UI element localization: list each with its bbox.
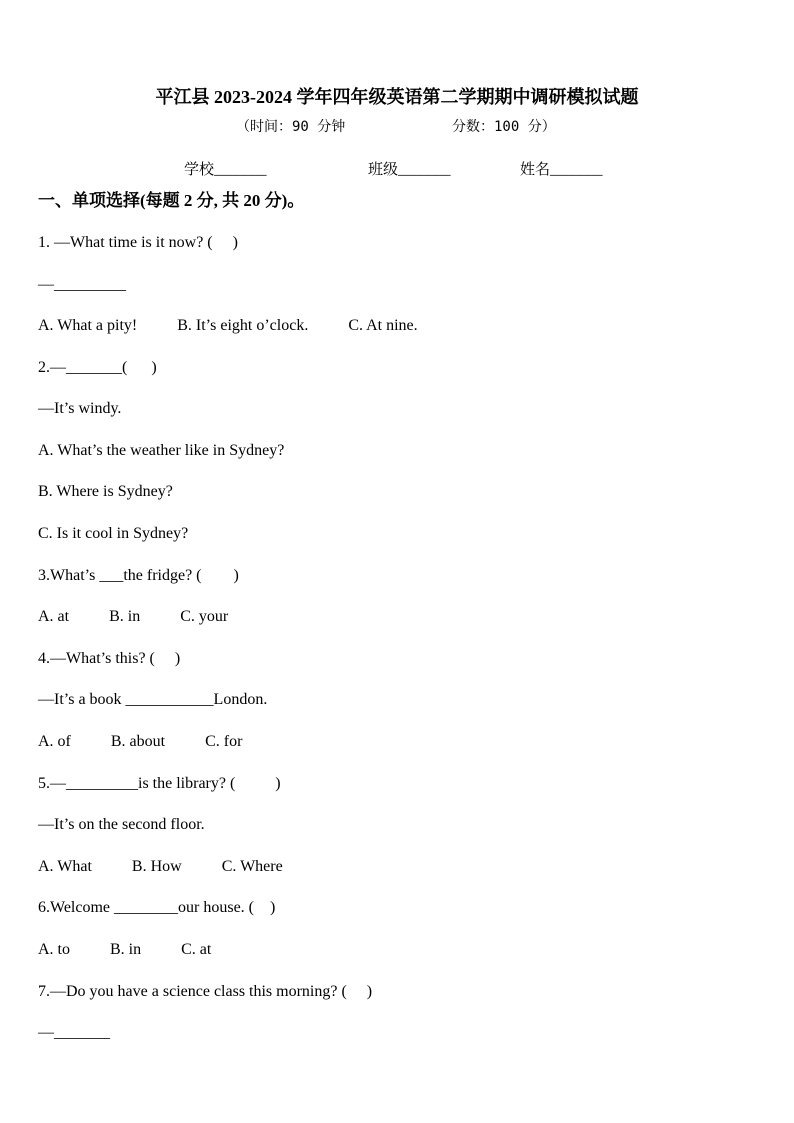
name-field: 姓名_______: [520, 162, 603, 178]
question-line: B. Where is Sydney?: [38, 483, 173, 500]
question-line: —_________: [38, 276, 126, 293]
question-line: 5.—_________is the library? ( ): [38, 775, 281, 792]
question-line: A. What a pity! B. It’s eight o’clock. C. At nine.: [38, 317, 418, 334]
question-line: C. Is it cool in Sydney?: [38, 525, 189, 542]
question-line: 6.Welcome ________our house. ( ): [38, 899, 276, 916]
class-field: 班级_______: [368, 162, 451, 178]
question-line: —_______: [38, 1024, 110, 1041]
school-field: 学校_______: [184, 162, 267, 178]
question-line: 4.—What’s this? ( ): [38, 650, 181, 667]
question-line: —It’s windy.: [38, 400, 122, 417]
question-line: A. at B. in C. your: [38, 608, 229, 625]
question-line: 2.—_______( ): [38, 359, 157, 376]
question-line: —It’s a book ___________London.: [38, 691, 268, 708]
question-line: A. What B. How C. Where: [38, 858, 283, 875]
section-heading: 一、单项选择(每题 2 分, 共 20 分)。: [38, 191, 305, 210]
question-line: A. to B. in C. at: [38, 941, 212, 958]
exam-score: 分数：100 分）: [452, 119, 556, 135]
question-line: —It’s on the second floor.: [38, 816, 205, 833]
question-line: 7.—Do you have a science class this morning? ( ): [38, 983, 373, 1000]
exam-time: （时间：90 分钟: [236, 119, 346, 135]
question-line: A. What’s the weather like in Sydney?: [38, 442, 285, 459]
exam-title: 平江县 2023-2024 学年四年级英语第二学期期中调研模拟试题: [155, 87, 639, 107]
question-line: 1. —What time is it now? ( ): [38, 234, 238, 251]
question-line: 3.What’s ___the fridge? ( ): [38, 567, 239, 584]
question-line: A. of B. about C. for: [38, 733, 243, 750]
